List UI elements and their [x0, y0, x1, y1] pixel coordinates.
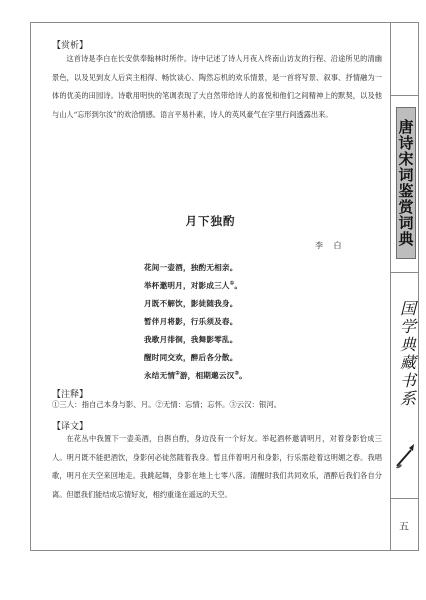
- side-divider: [391, 272, 419, 273]
- translation-label: 【译文】: [52, 422, 89, 432]
- poem-author: 李 白: [315, 241, 346, 250]
- poem-line: 举杯邀明月，对影成三人①。: [144, 280, 243, 290]
- series-title: 国学典藏书系: [397, 300, 417, 408]
- book-title: 唐诗宋词鉴赏词典: [396, 119, 415, 247]
- appreciation-label: 【赏析】: [52, 41, 89, 51]
- poem-line: 我歌月徘徊，我舞影零乱。: [144, 335, 238, 344]
- book-title-block: [396, 107, 416, 259]
- translation-text: 在花丛中我置下一壶美酒，自斟自酌，身边没有一个好友。举起酒杯邀请明月，对着身影恰成三人。明月既不能把酒饮，身影何必徒然随着我身。暂且伴着明月和身影，行乐需趁着这明媚之春。我唱歌，明月在天空来回地走。我跳起舞，身影在地上七零八落。清醒时我们共同欢乐，酒醉后我们各自分离。但愿我们能结成忘情好友，相约重逢在遥远的天空。: [52, 434, 382, 499]
- poem-title: 月下独酌: [185, 214, 236, 228]
- appreciation-text: 这首诗是李白在长安供奉翰林时所作。诗中记述了诗人月夜入终南山访友的行程、沿途所见的清幽景色，以及见到友人后宾主相得、畅饮谈心、陶然忘机的欢乐情景，是一首将写景、叙事、抒情融为一体的优美的田园诗。诗歌用明快的笔调表现了大自然带给诗人的喜悦和他们之间精神上的默契，以及他与山人“忘形到尔汝”的欢洽情感。语言平易朴素，诗人的英风豪气在字里行间透露出来。: [52, 54, 382, 119]
- poem-line: 永结无情②游，相期邈云汉③。: [144, 370, 247, 380]
- side-panel: [391, 22, 419, 551]
- side-divider: [391, 95, 419, 96]
- brush-icon: [394, 442, 416, 470]
- poem-line: 醒时同交欢，醉后各分散。: [144, 353, 238, 362]
- notes-text: ①三人：指自己本身与影、月。②无情：忘情；忘怀。③云汉：银河。: [52, 400, 282, 409]
- notes-label: 【注释】: [52, 390, 89, 400]
- series-title-block: [397, 300, 417, 450]
- poem-line: 花间一壶酒，独酌无相亲。: [144, 263, 238, 272]
- poem-line: 暂伴月将影，行乐须及春。: [144, 317, 238, 326]
- poem-line: 月既不解饮，影徒随我身。: [144, 299, 238, 308]
- page-number: 五: [399, 522, 409, 533]
- side-divider: [391, 498, 419, 499]
